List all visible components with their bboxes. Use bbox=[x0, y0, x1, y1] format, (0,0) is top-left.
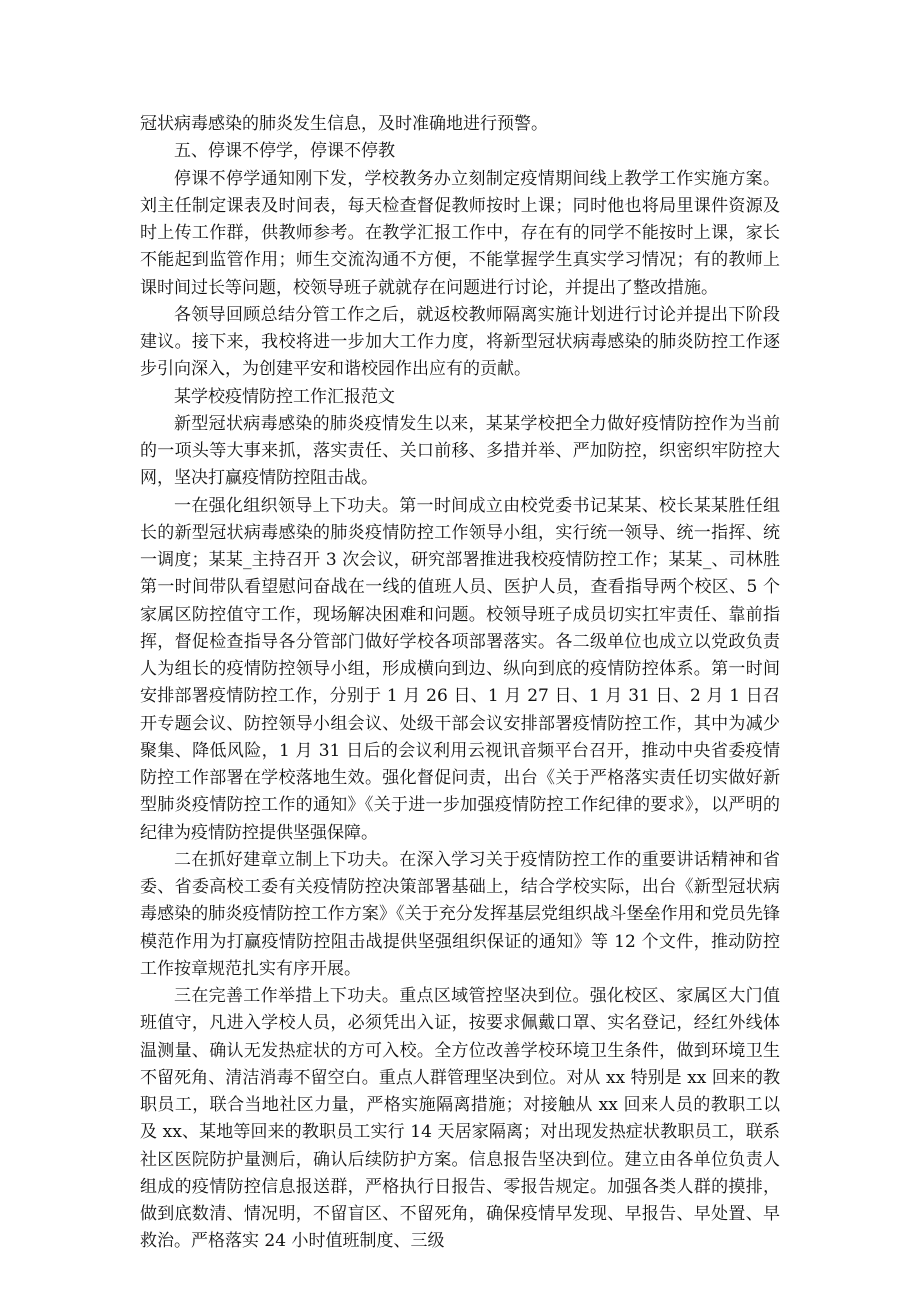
section-heading-5: 五、停课不停学，停课不停教 bbox=[174, 141, 395, 162]
paragraph: 停课不停学通知刚下发，学校教务办立刻制定疫情期间线上教学工作实施方案。刘主任制定课表及时间表，每天检查督促教师按时上课；同时他也将局里课件资源及时上传工作群，供教师参考。在教学汇报工作中，存在有的同学不能按时上课，家长不能起到监管作用；师生交流沟通不方便，不能掌握学生真实学习情况；有的教师上课时间过长等问题，校领导班子就就存在问题进行讨论，并提出了整改措施。 bbox=[140, 168, 780, 298]
article-title: 某学校疫情防控工作汇报范文 bbox=[174, 386, 395, 407]
paragraph: 三在完善工作举措上下功夫。重点区域管控坚决到位。强化校区、家属区大门值班值守，凡进入学校人员，必须凭出入证，按要求佩戴口罩、实名登记，经红外线体温测量、确认无发热症状的方可入校。全方位改善学校环境卫生条件，做到环境卫生不留死角、清洁消毒不留空白。重点人群管理坚决到位。对从 xx 特别是 xx 回来的教职员工，联合当地社区力量，严格实施隔离措施；对接触从 xx 回来人员的教职工以及 xx、某地等回来的教职员工实行 14 天居家隔离；对出现发热症状教职员工，联系社区医院防护量测后，确认后续防护方案。信息报告坚决到位。建立由各单位负责人组成的疫情防控信息报送群，严格执行日报告、零报告规定。加强各类人群的摸排，做到底数清、情况明，不留盲区、不留死角，确保疫情早发现、早报告、早处置、早救治。严格落实 24 小时值班制度、三级 bbox=[140, 986, 780, 1252]
paragraph-continuation: 冠状病毒感染的肺炎发生信息，及时准确地进行预警。 bbox=[140, 114, 548, 134]
paragraph: 一在强化组织领导上下功夫。第一时间成立由校党委书记某某、校长某某胜任组长的新型冠状病毒感染的肺炎疫情防控工作领导小组，实行统一领导、统一指挥、统一调度；某某_主持召开 3 次会议，研究部署推进我校疫情防控工作；某某_、司林胜第一时间带队看望慰问奋战在一线的值班人员、医护人员，查看指导两个校区、5 个家属区防控值守工作，现场解决困难和问题。校领导班子成员切实扛牢责任、靠前指挥，督促检查指导各分管部门做好学校各项部署落实。各二级单位也成立以党政负责人为组长的疫情防控领导小组，形成横向到边、纵向到底的疫情防控体系。第一时间安排部署疫情防控工作，分别于 1 月 26 日、1 月 27 日、1 月 31 日、2 月 1 日召开专题会议、防控领导小组会议、处级干部会议安排部署疫情防控工作，其中为减少聚集、降低风险，1 月 31 日后的会议利用云视讯音频平台召开，推动中央省委疫情防控工作部署在学校落地生效。强化督促问责，出台《关于严格落实责任切实做好新型肺炎疫情防控工作的通知》《关于进一步加强疫情防控工作纪律的要求》，以严明的纪律为疫情防控提供坚强保障。 bbox=[140, 495, 780, 843]
document-body bbox=[140, 111, 780, 1256]
paragraph: 新型冠状病毒感染的肺炎疫情发生以来，某某学校把全力做好疫情防控作为当前的一项头等大事来抓，落实责任、关口前移、多措并举、严加防控，织密织牢防控大网，坚决打赢疫情防控阻击战。 bbox=[140, 413, 780, 489]
paragraph: 二在抓好建章立制上下功夫。在深入学习关于疫情防控工作的重要讲话精神和省委、省委高校工委有关疫情防控决策部署基础上，结合学校实际，出台《新型冠状病毒感染的肺炎疫情防控工作方案》《关于充分发挥基层党组织战斗堡垒作用和党员先锋模范作用为打赢疫情防控阻击战提供坚强组织保证的通知》等 12 个文件，推动防控工作按章规范扎实有序开展。 bbox=[140, 849, 780, 979]
paragraph: 各领导回顾总结分管工作之后，就返校教师隔离实施计划进行讨论并提出下阶段建议。接下来，我校将进一步加大工作力度，将新型冠状病毒感染的肺炎防控工作逐步引向深入，为创建平安和谐校园作出应有的贡献。 bbox=[140, 304, 780, 380]
